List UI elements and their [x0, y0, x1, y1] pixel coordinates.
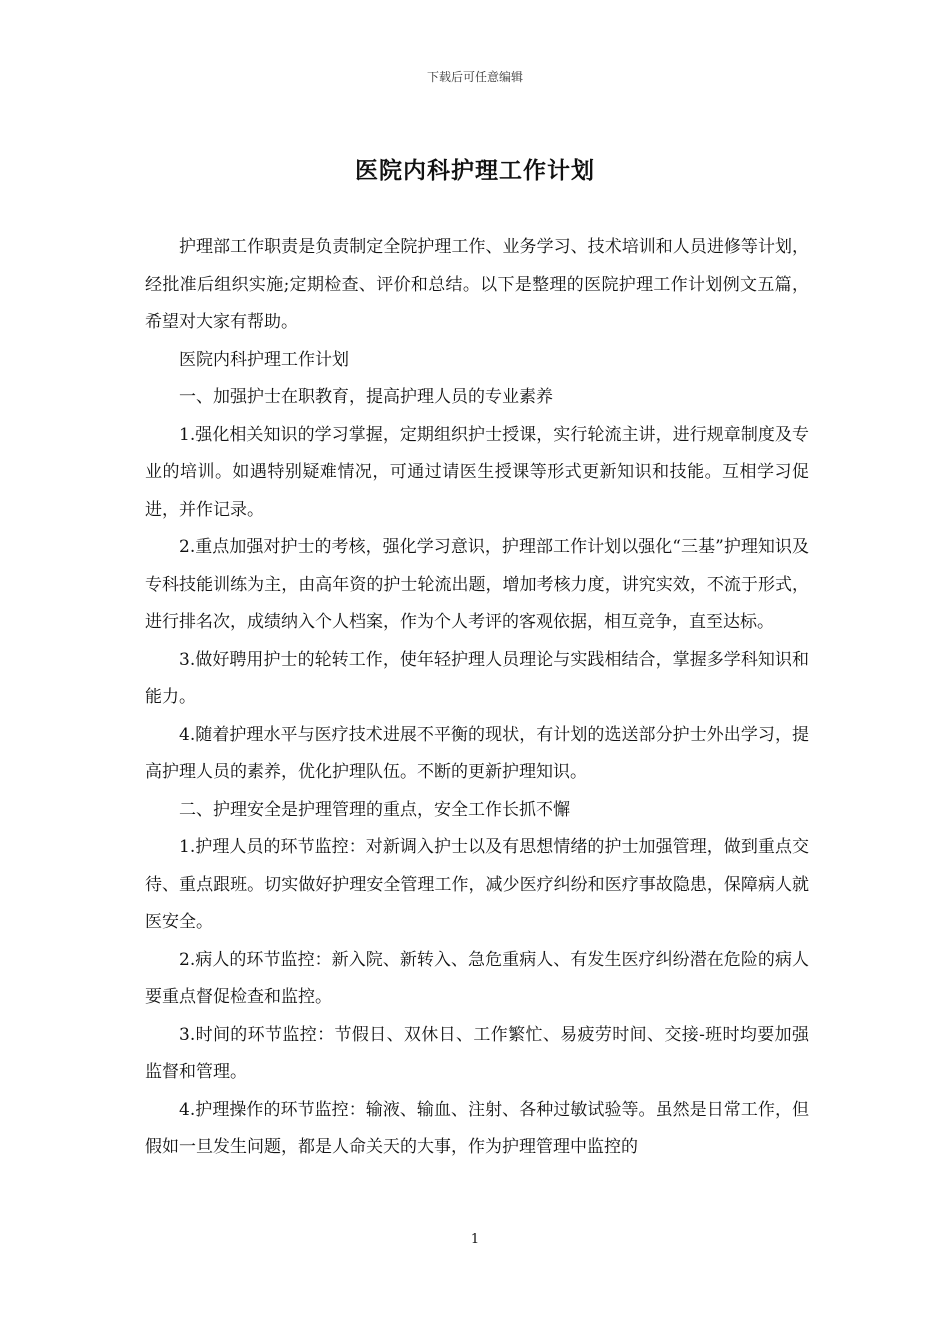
paragraph-2-1: 1.护理人员的环节监控：对新调入护士以及有思想情绪的护士加强管理，做到重点交待、重点跟班。切实做好护理安全管理工作，减少医疗纠纷和医疗事故隐患，保障病人就医安全。 [145, 837, 809, 932]
paragraph-2-2: 2.病人的环节监控：新入院、新转入、急危重病人、有发生医疗纠纷潜在危险的病人要重点督促检查和监控。 [145, 949, 809, 1007]
page-number: 1 [470, 1232, 480, 1247]
document-title: 医院内科护理工作计划 [355, 157, 595, 184]
paragraph-1-2: 2.重点加强对护士的考核，强化学习意识，护理部工作计划以强化“三基”护理知识及专科技能训练为主，由高年资的护士轮流出题，增加考核力度，讲究实效，不流于形式，进行排名次，成绩纳入个人档案，作为个人考评的客观依据，相互竞争，直至达标。 [145, 537, 809, 632]
paragraph-1-1: 1.强化相关知识的学习掌握，定期组织护士授课，实行轮流主讲，进行规章制度及专业的培训。如遇特别疑难情况，可通过请医生授课等形式更新知识和技能。互相学习促进，并作记录。 [145, 424, 809, 520]
paragraph-intro: 护理部工作职责是负责制定全院护理工作、业务学习、技术培训和人员进修等计划，经批准后组织实施;定期检查、评价和总结。以下是整理的医院护理工作计划例文五篇，希望对大家有帮助。 [145, 237, 809, 332]
paragraph-2-4: 4.护理操作的环节监控：输液、输血、注射、各种过敏试验等。虽然是日常工作，但假如一旦发生问题，都是人命关天的大事，作为护理管理中监控的 [145, 1099, 809, 1157]
document-body [145, 229, 809, 1167]
paragraph-subtitle: 医院内科护理工作计划 [179, 349, 349, 370]
section-heading-1: 一、加强护士在职教育，提高护理人员的专业素养 [179, 387, 553, 407]
header-note: 下载后可任意编辑 [426, 70, 523, 84]
paragraph-1-4: 4.随着护理水平与医疗技术进展不平衡的现状，有计划的选送部分护士外出学习，提高护理人员的素养，优化护理队伍。不断的更新护理知识。 [145, 724, 809, 782]
section-heading-2: 二、护理安全是护理管理的重点，安全工作长抓不懈 [179, 799, 570, 820]
paragraph-1-3: 3.做好聘用护士的轮转工作，使年轻护理人员理论与实践相结合，掌握多学科知识和能力。 [145, 649, 809, 707]
paragraph-2-3: 3.时间的环节监控：节假日、双休日、工作繁忙、易疲劳时间、交接-班时均要加强监督和管理。 [145, 1024, 809, 1082]
